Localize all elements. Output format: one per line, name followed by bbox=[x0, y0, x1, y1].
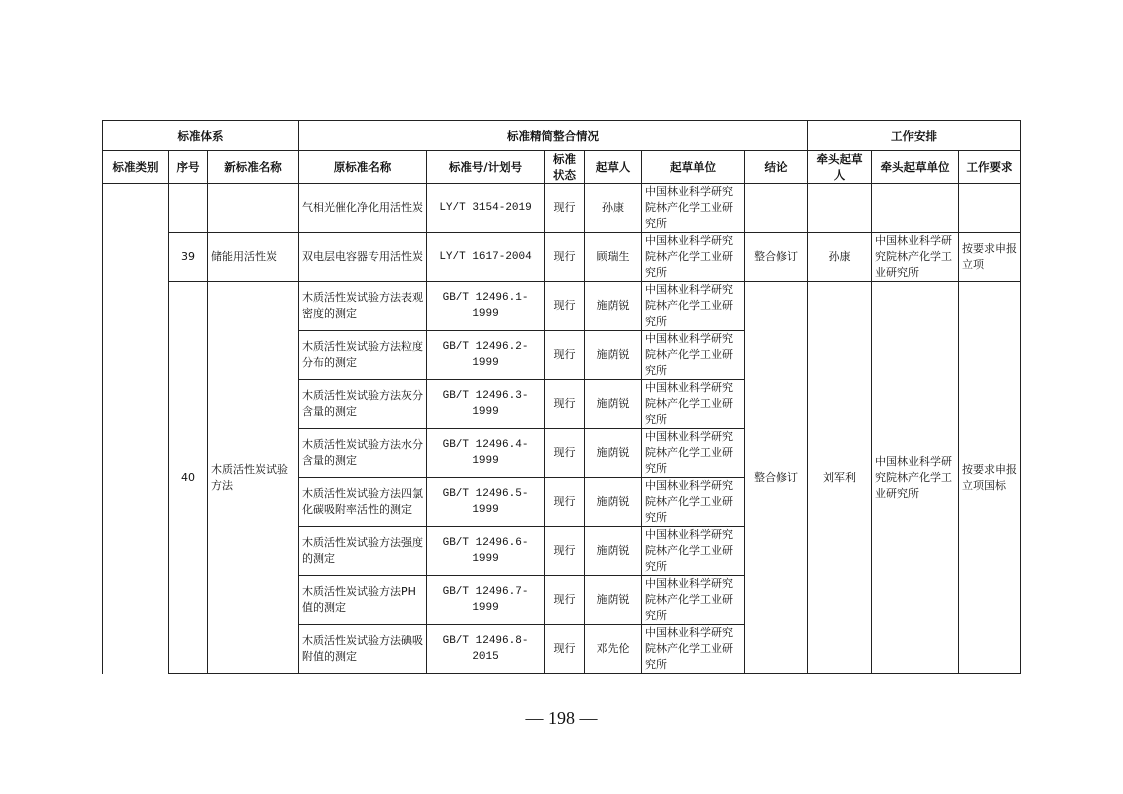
drafter-cell: 施荫锐 bbox=[585, 282, 642, 331]
header-orig-name: 原标准名称 bbox=[299, 151, 427, 184]
unit-cell: 中国林业科学研究院林产化学工业研究所 bbox=[642, 478, 745, 527]
lead-drafter-cell: 孙康 bbox=[808, 233, 872, 282]
header-category: 标准类别 bbox=[103, 151, 169, 184]
header-group-row bbox=[103, 121, 1021, 151]
orig-name-cell: 双电层电容器专用活性炭 bbox=[299, 233, 427, 282]
orig-name-cell: 气相光催化净化用活性炭 bbox=[299, 184, 427, 233]
std-no-cell: GB/T 12496.4-1999 bbox=[427, 429, 545, 478]
status-cell: 现行 bbox=[545, 380, 585, 429]
orig-name-cell: 木质活性炭试验方法水分含量的测定 bbox=[299, 429, 427, 478]
unit-cell: 中国林业科学研究院林产化学工业研究所 bbox=[642, 233, 745, 282]
new-name-cell: 储能用活性炭 bbox=[208, 233, 299, 282]
status-cell: 现行 bbox=[545, 625, 585, 674]
status-cell: 现行 bbox=[545, 527, 585, 576]
conclusion-cell: 整合修订 bbox=[745, 233, 808, 282]
std-no-cell: GB/T 12496.7-1999 bbox=[427, 576, 545, 625]
unit-cell: 中国林业科学研究院林产化学工业研究所 bbox=[642, 380, 745, 429]
category-cell bbox=[103, 184, 169, 674]
header-new-name: 新标准名称 bbox=[208, 151, 299, 184]
table-row bbox=[103, 184, 1021, 233]
header-unit: 起草单位 bbox=[642, 151, 745, 184]
header-column-row bbox=[103, 151, 1021, 184]
status-cell: 现行 bbox=[545, 282, 585, 331]
drafter-cell: 施荫锐 bbox=[585, 331, 642, 380]
std-no-cell: GB/T 12496.1-1999 bbox=[427, 282, 545, 331]
unit-cell: 中国林业科学研究院林产化学工业研究所 bbox=[642, 282, 745, 331]
conclusion-cell bbox=[745, 184, 808, 233]
header-status: 标准状态 bbox=[545, 151, 585, 184]
header-group-system: 标准体系 bbox=[103, 121, 299, 151]
status-cell: 现行 bbox=[545, 478, 585, 527]
new-name-cell bbox=[208, 184, 299, 233]
page-number: — 198 — bbox=[525, 708, 598, 728]
orig-name-cell: 木质活性炭试验方法强度的测定 bbox=[299, 527, 427, 576]
drafter-cell: 顾瑞生 bbox=[585, 233, 642, 282]
requirement-cell bbox=[959, 184, 1021, 233]
header-group-integration: 标准精简整合情况 bbox=[299, 121, 808, 151]
std-no-cell: LY/T 1617-2004 bbox=[427, 233, 545, 282]
seq-cell: 39 bbox=[169, 233, 208, 282]
header-requirement: 工作要求 bbox=[959, 151, 1021, 184]
header-lead-drafter: 牵头起草人 bbox=[808, 151, 872, 184]
orig-name-cell: 木质活性炭试验方法灰分含量的测定 bbox=[299, 380, 427, 429]
table-row bbox=[103, 282, 1021, 331]
drafter-cell: 施荫锐 bbox=[585, 576, 642, 625]
drafter-cell: 孙康 bbox=[585, 184, 642, 233]
lead-drafter-cell: 刘军利 bbox=[808, 282, 872, 674]
std-no-cell: LY/T 3154-2019 bbox=[427, 184, 545, 233]
status-cell: 现行 bbox=[545, 429, 585, 478]
status-cell: 现行 bbox=[545, 233, 585, 282]
std-no-cell: GB/T 12496.3-1999 bbox=[427, 380, 545, 429]
std-no-cell: GB/T 12496.6-1999 bbox=[427, 527, 545, 576]
unit-cell: 中国林业科学研究院林产化学工业研究所 bbox=[642, 429, 745, 478]
requirement-cell: 按要求申报立项国标 bbox=[959, 282, 1021, 674]
drafter-cell: 施荫锐 bbox=[585, 478, 642, 527]
orig-name-cell: 木质活性炭试验方法表观密度的测定 bbox=[299, 282, 427, 331]
conclusion-cell: 整合修订 bbox=[745, 282, 808, 674]
lead-unit-cell: 中国林业科学研究院林产化学工业研究所 bbox=[872, 233, 959, 282]
std-no-cell: GB/T 12496.8-2015 bbox=[427, 625, 545, 674]
new-name-cell: 木质活性炭试验方法 bbox=[208, 282, 299, 674]
lead-unit-cell: 中国林业科学研究院林产化学工业研究所 bbox=[872, 282, 959, 674]
status-cell: 现行 bbox=[545, 184, 585, 233]
standards-table bbox=[102, 120, 1021, 674]
drafter-cell: 施荫锐 bbox=[585, 380, 642, 429]
header-seq: 序号 bbox=[169, 151, 208, 184]
status-cell: 现行 bbox=[545, 331, 585, 380]
orig-name-cell: 木质活性炭试验方法PH值的测定 bbox=[299, 576, 427, 625]
drafter-cell: 邓先伦 bbox=[585, 625, 642, 674]
std-no-cell: GB/T 12496.2-1999 bbox=[427, 331, 545, 380]
std-no-cell: GB/T 12496.5-1999 bbox=[427, 478, 545, 527]
header-conclusion: 结论 bbox=[745, 151, 808, 184]
header-group-work: 工作安排 bbox=[808, 121, 1021, 151]
header-std-no: 标准号/计划号 bbox=[427, 151, 545, 184]
header-lead-unit: 牵头起草单位 bbox=[872, 151, 959, 184]
unit-cell: 中国林业科学研究院林产化学工业研究所 bbox=[642, 527, 745, 576]
orig-name-cell: 木质活性炭试验方法粒度分布的测定 bbox=[299, 331, 427, 380]
requirement-cell: 按要求申报立项 bbox=[959, 233, 1021, 282]
lead-unit-cell bbox=[872, 184, 959, 233]
orig-name-cell: 木质活性炭试验方法四氯化碳吸附率活性的测定 bbox=[299, 478, 427, 527]
drafter-cell: 施荫锐 bbox=[585, 527, 642, 576]
orig-name-cell: 木质活性炭试验方法碘吸附值的测定 bbox=[299, 625, 427, 674]
unit-cell: 中国林业科学研究院林产化学工业研究所 bbox=[642, 576, 745, 625]
unit-cell: 中国林业科学研究院林产化学工业研究所 bbox=[642, 331, 745, 380]
seq-cell bbox=[169, 184, 208, 233]
unit-cell: 中国林业科学研究院林产化学工业研究所 bbox=[642, 625, 745, 674]
unit-cell: 中国林业科学研究院林产化学工业研究所 bbox=[642, 184, 745, 233]
status-cell: 现行 bbox=[545, 576, 585, 625]
lead-drafter-cell bbox=[808, 184, 872, 233]
header-drafter: 起草人 bbox=[585, 151, 642, 184]
table-row bbox=[103, 233, 1021, 282]
drafter-cell: 施荫锐 bbox=[585, 429, 642, 478]
seq-cell: 40 bbox=[169, 282, 208, 674]
